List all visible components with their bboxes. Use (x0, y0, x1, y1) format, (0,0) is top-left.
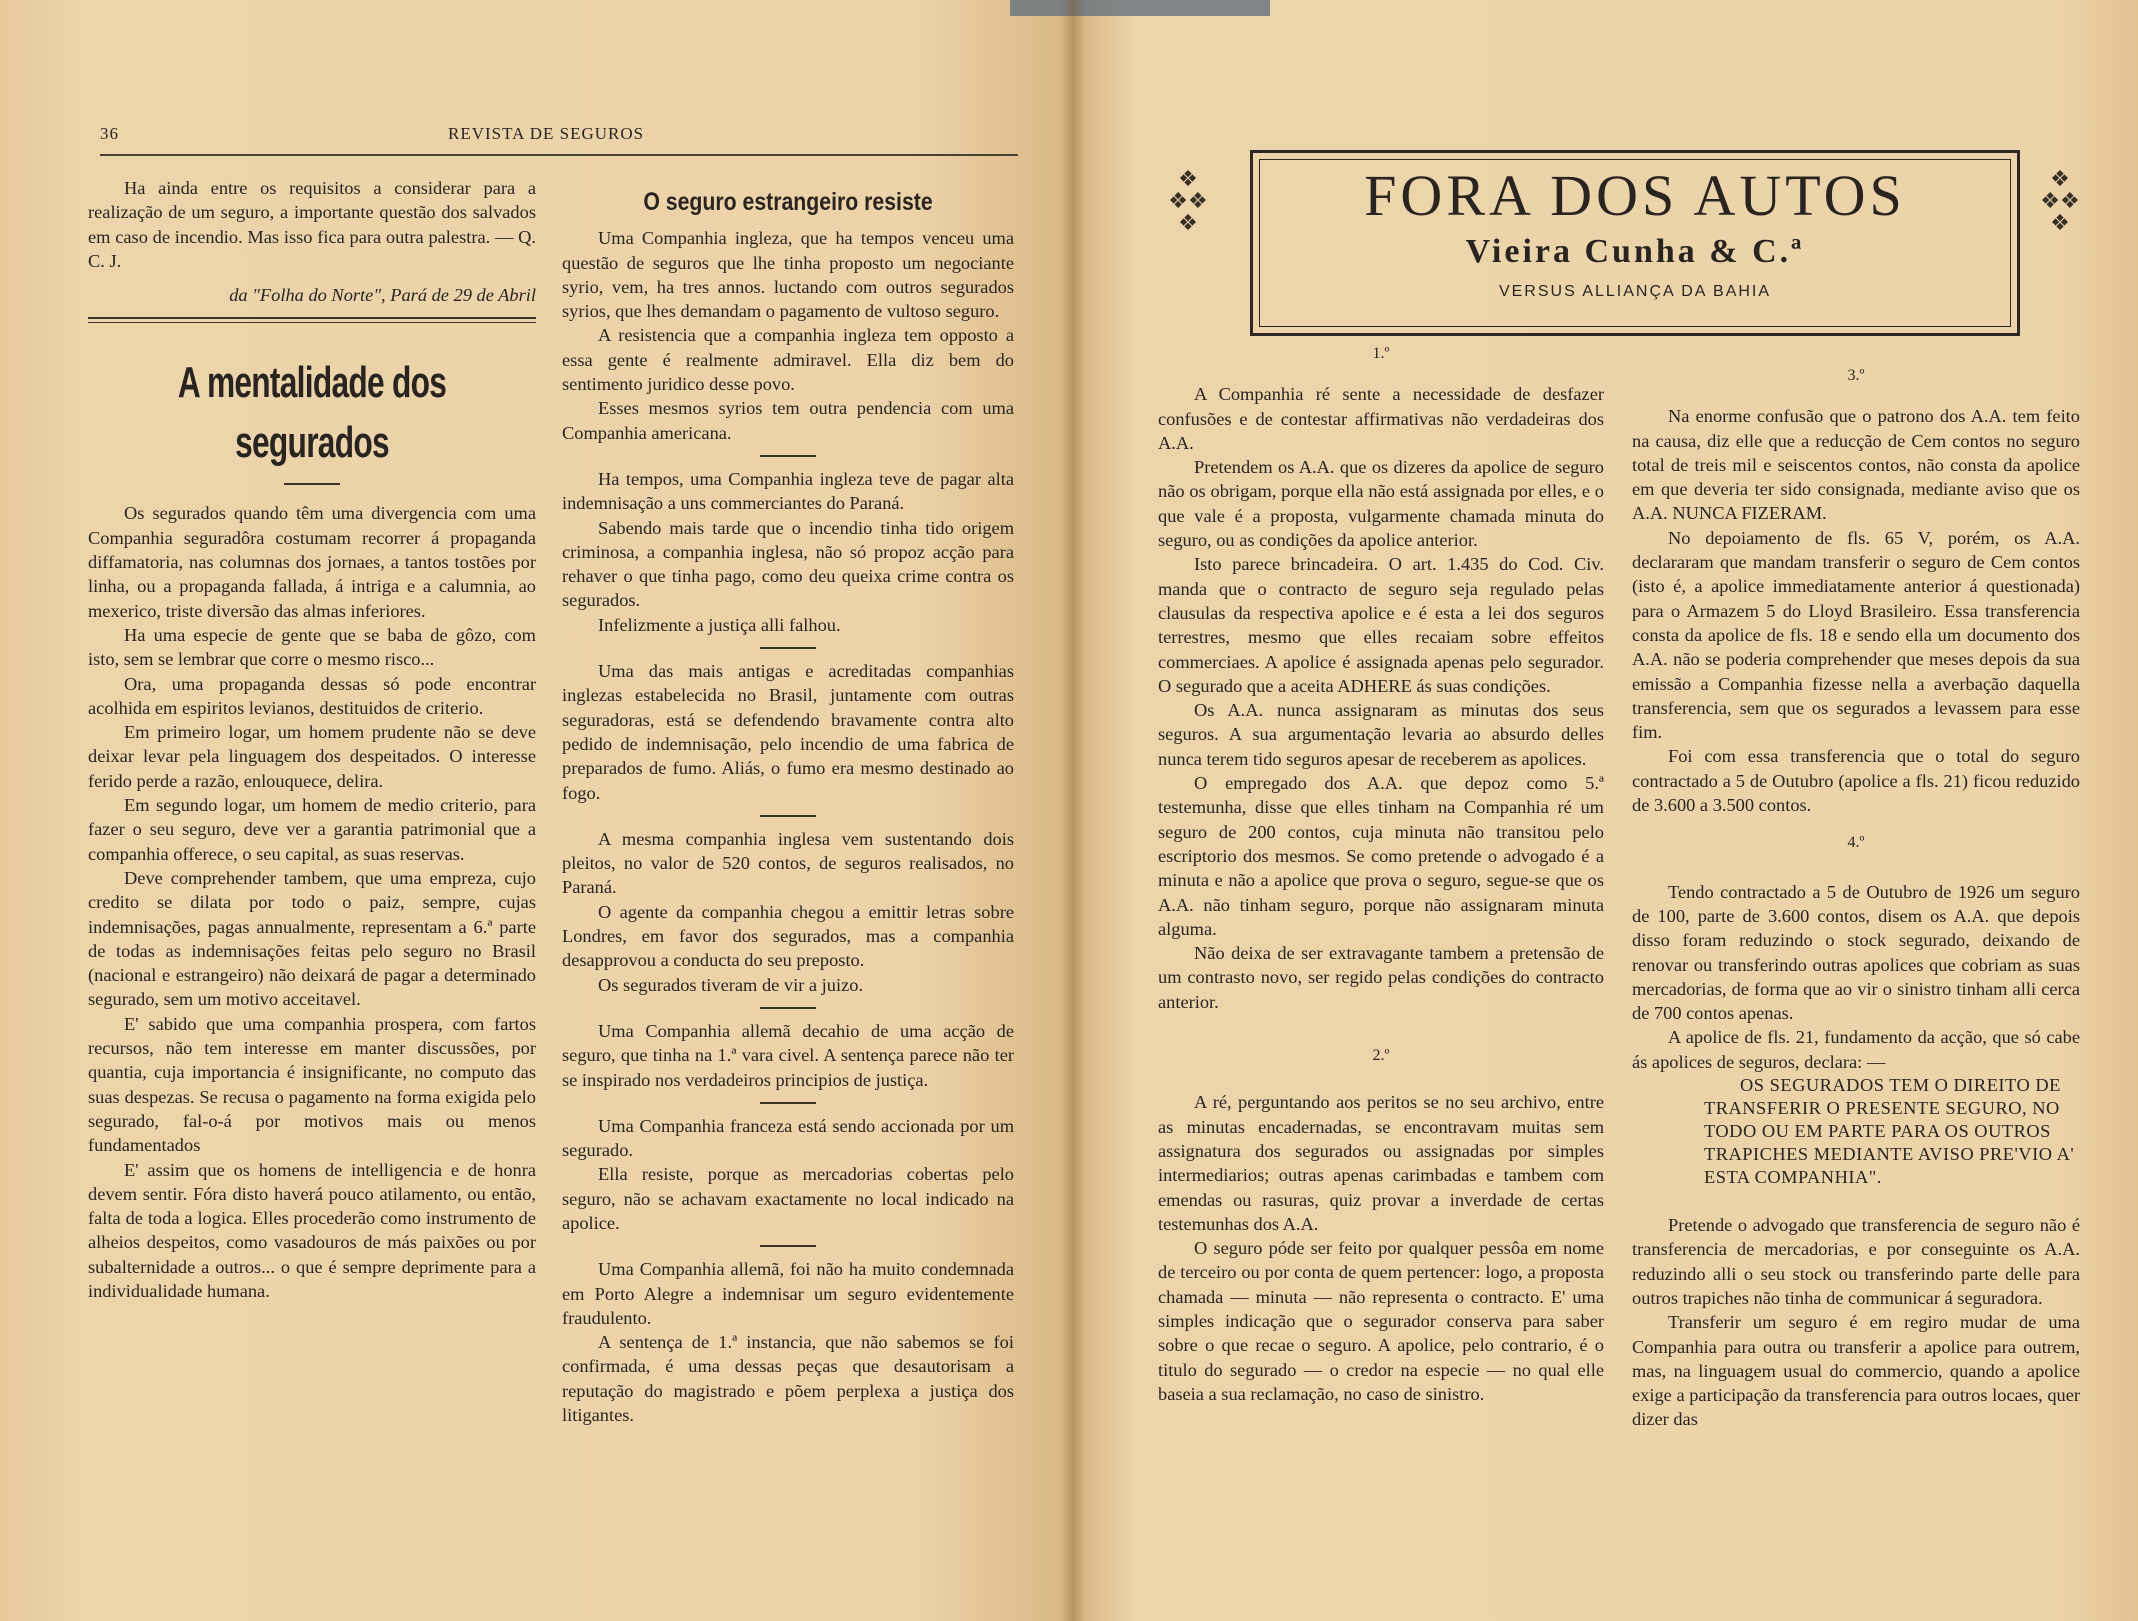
paragraph: A Companhia ré sente a necessidade de desfazer confusões e de contestar affirmativas não verdadeiras dos A.A. (1158, 384, 1604, 453)
ornament-left-icon: ❖ ❖❖ ❖ (1168, 166, 1208, 235)
short-rule (760, 1102, 816, 1104)
paragraph: Pretendem os A.A. que os dizeres da apolice de seguro não os obrigam, porque ella não está assignada por elles, e o que vale é a proposta, vulgarmente chamada minuta do seguro, ou as condições da apolice anterior. (1158, 457, 1604, 551)
article-title: O seguro estrangeiro resiste (643, 188, 933, 216)
quoted-clause: OS SEGURADOS TEM O DIREITO DE TRANSFERIR O PRESENTE SEGURO, NO TODO OU EM PARTE PARA OS OUTROS TRAPICHES MEDIANTE AVISO PRE'VIO A' ESTA COMPANHIA". (1704, 1075, 2075, 1188)
page-number: 36 (100, 124, 119, 143)
paragraph: Uma Companhia allemã, foi não ha muito condemnada em Porto Alegre a indemnisar um seguro evidentemente fraudulento. (562, 1259, 1014, 1328)
paragraph: Ha tempos, uma Companhia ingleza teve de pagar alta indemnisação a uns commerciantes do Paraná. (562, 468, 1014, 514)
running-header (100, 124, 1018, 156)
left-column-1 (88, 176, 536, 1303)
section-number: 2.º (1372, 1047, 1390, 1065)
paragraph: Ora, uma propaganda dessas só pode encontrar acolhida em espiritos levianos, destituidos de criterio. (88, 673, 536, 718)
paragraph: Os A.A. nunca assignaram as minutas dos seus seguros. A sua argumentação levaria ao absurdo delles nunca terem tido seguros apesar de receberem as apolices. (1158, 700, 1604, 769)
paragraph: Em segundo logar, um homem de medio criterio, para fazer o seu seguro, deve ver a garantia patrimonial que a companhia offerece, o seu capital, as suas reservas. (88, 795, 536, 864)
paragraph: Não deixa de ser extravagante tambem a pretensão de um contrasto novo, ser regido pelas condições do contracto anterior. (1158, 943, 1604, 1012)
short-rule (760, 455, 816, 457)
right-column-2 (1632, 348, 2080, 1432)
title-box (1250, 150, 2020, 336)
paragraph: A apolice de fls. 21, fundamento da acção, que só cabe ás apolices de seguros, declara: — (1632, 1027, 2080, 1072)
source-credit: da "Folha do Norte", Pará de 29 de Abril (229, 285, 536, 306)
right-column-1 (1158, 345, 1604, 1406)
paragraph: Infelizmente a justiça alli falhou. (598, 614, 841, 635)
box-title: FORA DOS AUTOS (1364, 163, 1906, 228)
paragraph: O seguro póde ser feito por qualquer pessôa em nome de terceiro ou por conta de quem pertencer: logo, a proposta chamada — minuta — não representa o contracto. E' uma simples indicação que o segurador conserva para saber sobre o que recae o seguro. A apolice, pelo contrario, é o titulo do segurado — o credor na especie — no qual elle baseia a sua reclamação, no caso de sinistro. (1158, 1238, 1604, 1404)
section-number: 4.º (1847, 834, 1865, 852)
box-line: VERSUS ALLIANÇA DA BAHIA (1498, 283, 1772, 300)
ornament-right-icon: ❖ ❖❖ ❖ (2040, 166, 2080, 235)
paragraph: Em primeiro logar, um homem prudente não se deve deixar levar pela linguagem dos despeitados. O interesse ferido perde a razão, enlouquece, delira. (88, 722, 536, 791)
paragraph: Uma das mais antigas e acreditadas companhias inglezas estabelecida no Brasil, juntamente com outras seguradoras, está se defendendo bravamente contra alto pedido de indemnisação, pelo incendio de uma fabrica de preparados de fumo. Aliás, o fumo era mesmo destinado ao fogo. (562, 661, 1014, 803)
short-rule (760, 647, 816, 649)
paragraph: Na enorme confusão que o patrono dos A.A. tem feito na causa, diz elle que a reducção de Cem contos no seguro total de treis mil e seiscentos contos, não consta da apolice em que deveria ter sido consignada, mediante aviso que os A.A. NUNCA FIZERAM. (1632, 406, 2080, 524)
article-title: A mentalidade dos segurados (177, 358, 447, 468)
binding-band (1010, 0, 1270, 16)
paragraph: Uma Companhia franceza está sendo accionada por um segurado. (562, 1115, 1014, 1161)
paragraph: A resistencia que a companhia ingleza tem opposto a essa gente é realmente admiravel. Ella diz bem do sentimento juridico desse povo. (562, 325, 1014, 395)
short-rule (760, 815, 816, 817)
paragraph: No depoiamento de fls. 65 V, porém, os A.A. declararam que mandam transferir o seguro de Cem contos (isto é, a apolice immediatamente anterior á questionada) para o Armazem 5 do Lloyd Brasileiro. Essa transferencia consta da apolice de fls. 18 e sendo ella um documento dos A.A. não se poderia comprehender que meses depois da sua emissão a Companhia fizesse nella a averbação daquella transferencia, sem que os segurados a levassem para esse fim. (1632, 527, 2080, 743)
section-number: 3.º (1847, 367, 1865, 384)
short-rule (284, 483, 340, 485)
paragraph: E' sabido que uma companhia prospera, com fartos recursos, não tem interesse em manter discussões, por quantia, cuja importancia é insignificante, no computo das suas despezas. Se recusa o pagamento na forma exigida pelo segurado, fal-o-á por motivos mais ou menos fundamentados (88, 1013, 536, 1156)
paragraph: Foi com essa transferencia que o total do seguro contractado a 5 de Outubro (apolice a fls. 21) ficou reduzido de 3.600 a 3.500 contos. (1632, 746, 2080, 816)
paragraph: O empregado dos A.A. que depoz como 5.ª testemunha, disse que elles tinham na Companhia ré um seguro de 200 contos, cuja minuta não transitou pelo escriptorio dos mesmos. Se como pretende o advogado é a minuta e não a apolice que prova o seguro, segue-se que os A.A. não tinham seguro, porque não assignaram minuta alguma. (1158, 773, 1604, 939)
paragraph: Uma Companhia allemã decahio de uma acção de seguro, que tinha na 1.ª vara civel. A sentença parece não ter se inspirado nos verdadeiros principios de justiça. (562, 1020, 1014, 1090)
paragraph: O agente da companhia chegou a emittir letras sobre Londres, em favor dos segurados, mas a companhia desapprovou a conducta do seu preposto. (562, 901, 1014, 971)
paragraph: Os segurados quando têm uma divergencia com uma Companhia seguradôra costumam recorrer á propaganda diffamatoria, nas columnas dos jornaes, a tantos tostões por linha, ou a propaganda fallada, á intriga e a calumnia, ao mexerico, triste diversão das almas inferiores. (88, 503, 536, 621)
paragraph: A sentença de 1.ª instancia, que não sabemos se foi confirmada, é uma dessas peças que desautorisam a reputação do magistrado e põem perplexa a justiça dos litigantes. (562, 1332, 1014, 1426)
short-rule (760, 1245, 816, 1247)
paragraph: A ré, perguntando aos peritos se no seu archivo, entre as minutas encadernadas, se encontravam muitas sem assignatura dos segurados ou assignadas por simples intermediarios; outras apenas carimbadas e tambem com emendas ou rasuras, quiz provar a inverdade de certas testemunhas dos A.A. (1158, 1092, 1604, 1234)
paragraph: Ha uma especie de gente que se baba de gôzo, com isto, sem se lembrar que corre o mesmo risco... (88, 624, 536, 670)
paragraph: Uma Companhia ingleza, que ha tempos venceu uma questão de seguros que lhe tinha proposto um negociante syrio, vem, ha tres annos. luctando com outros segurados syrios, que lhes demandam o pagamento de vultoso seguro. (562, 228, 1014, 322)
intro-paragraph: Ha ainda entre os requisitos a considerar para a realização de um seguro, a importante questão dos salvados em caso de incendio. Mas isso fica para outra palestra. — Q. C. J. (88, 178, 536, 271)
section-number: 1.º (1372, 345, 1390, 362)
paragraph: E' assim que os homens de intelligencia e de honra devem sentir. Fóra disto haverá pouco atilamento, ou então, falta de toda a logica. Elles procederão como instrumento de alheios despeitos, como vasadouros de más paixões ou por subalternidade a outros... o que é sempre deprimente para a individualidade humana. (88, 1159, 536, 1301)
paragraph: Tendo contractado a 5 de Outubro de 1926 um seguro de 100, parte de 3.600 contos, disem os A.A. que depois disso foram reduzindo o stock segurado, deixando de renovar ou transferindo outras apolices que cobriam as suas mercadorias, de forma que ao vir o sinistro tinham alli cerca de 700 contos apenas. (1632, 881, 2080, 1024)
paragraph: Deve comprehender tambem, que uma empreza, cujo credito se dilata por todo o paiz, sempre, cujas indemnisações, pagas annualmente, representam a 6.ª parte de todas as indemnisações feitas pelo seguro no Brasil (nacional e estrangeiro) não deixará de pagar a determinado segurado, sem um motivo acceitavel. (88, 867, 536, 1010)
paragraph: Os segurados tiveram de vir a juizo. (598, 974, 864, 995)
section-divider (88, 317, 536, 323)
short-rule (760, 1007, 816, 1009)
paragraph: Transferir um seguro é em regiro mudar de uma Companhia para outra ou transferir a apolice para outrem, mas, na linguagem usual do commercio, quando a apolice exige a participação da transferencia para outros locaes, quer dizer das (1632, 1312, 2080, 1430)
paragraph: Ella resiste, porque as mercadorias cobertas pelo seguro, não se achavam exactamente no local indicado na apolice. (562, 1164, 1014, 1233)
page-gutter (1060, 0, 1086, 1621)
paragraph: Esses mesmos syrios tem outra pendencia com uma Companhia americana. (562, 398, 1014, 443)
box-subtitle: Vieira Cunha & C.ª (1465, 233, 1805, 270)
paragraph: A mesma companhia inglesa vem sustentando dois pleitos, no valor de 520 contos, de seguros realisados, no Paraná. (562, 828, 1014, 898)
paragraph: Sabendo mais tarde que o incendio tinha tido origem criminosa, a companhia inglesa, não só propoz acção para rehaver o que tinha pago, como deu queixa crime contra os segurados. (562, 517, 1014, 611)
paragraph: Pretende o advogado que transferencia de seguro não é transferencia de mercadorias, e por conseguinte os A.A. reduzindo alli o seu stock ou transferindo parte delle para outros trapiches não tinha de communicar á seguradora. (1632, 1215, 2080, 1308)
running-title: REVISTA DE SEGUROS (448, 124, 645, 143)
paragraph: Isto parece brincadeira. O art. 1.435 do Cod. Civ. manda que o contracto de seguro seja regulado pelas clausulas da respectiva apolice e é esta a lei dos seguros terrestres, mesmo que elles recaiam sobre effeitos commerciaes. A apolice é assignada apenas pelo segurador. O segurado que a aceita ADHERE ás suas condições. (1158, 554, 1604, 696)
left-column-2 (562, 190, 1014, 1427)
